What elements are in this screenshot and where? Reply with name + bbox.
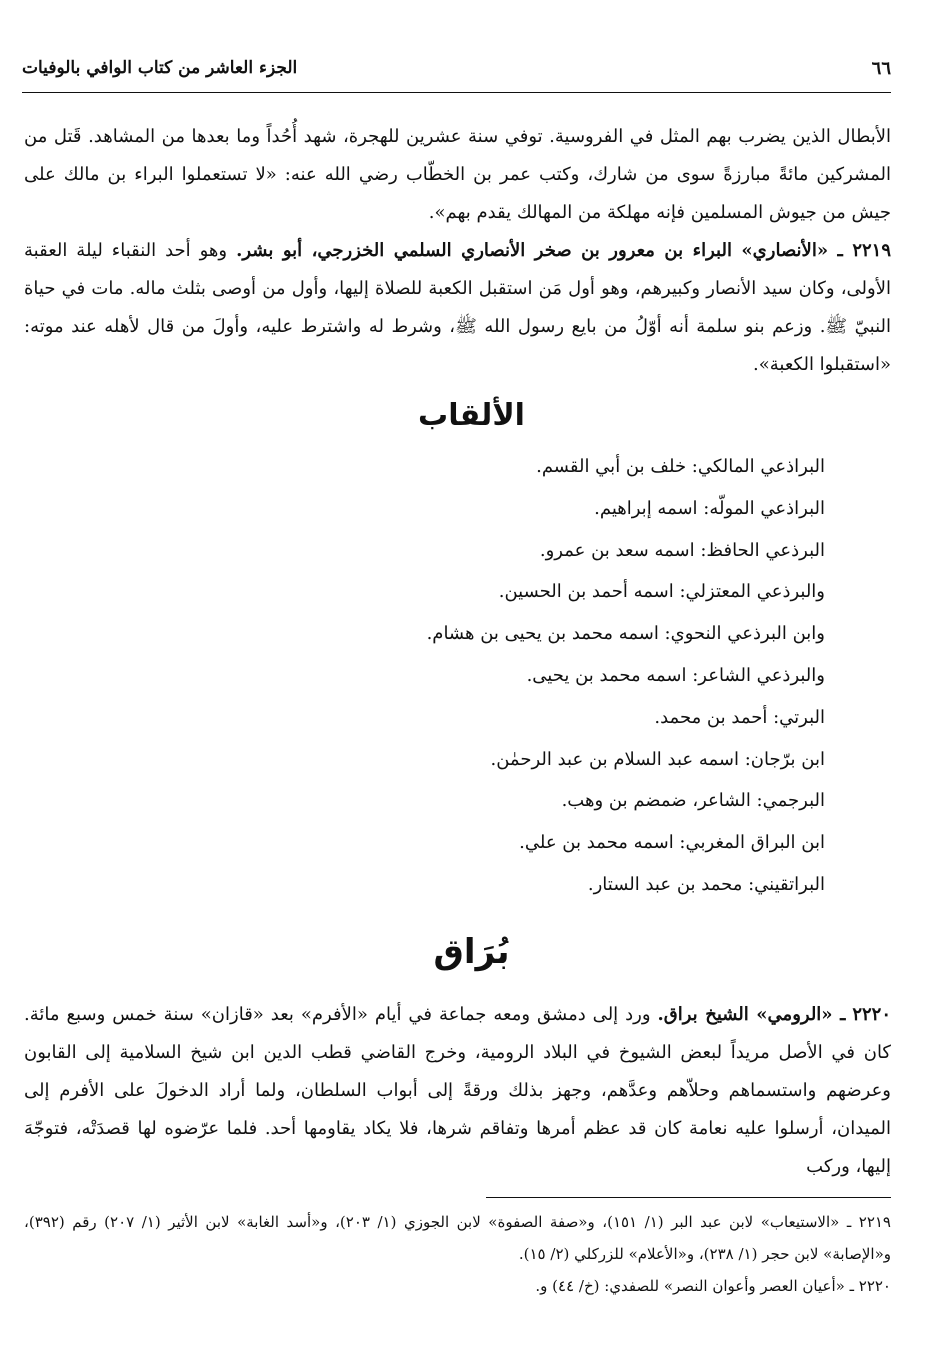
alqab-entry: البرتي: أحمد بن محمد. bbox=[654, 706, 825, 728]
entry-2220: ٢٢٢٠ ـ «الرومي» الشيخ براق. ورد إلى دمشق ومعه جماعة في أيام «الأفرم» بعد «قازان» سنة خمس وسبع مائة. كان في الأصل مريداً لبعض الشيوخ في البلاد الرومية، وخرج القاضي قطب الدين ابن شيخ السلامية إلى القابون وعرضهم واستسماهم وحلاّهم وعدَّهم، وجهز بذلك ورقةً إلى أبواب السلطان، ولما أراد الدخولَ على الأفرم إلى الميدان، أرسلوا عليه نعامة كان قد عظم أمرها وتفاقم شرها، فلا يكاد يقاومها أحد. فلما عرّضوه لها قصدَتْه، فتوجّهَ إليها، وركب bbox=[24, 1004, 891, 1177]
alqab-entry: البراذعي المالكي: خلف بن أبي القسم. bbox=[536, 456, 825, 477]
alqab-entry: ابن برّجان: اسمه عبد السلام بن عبد الرحمٰن. bbox=[490, 748, 825, 770]
running-title: الجزء العاشر من كتاب الوافي بالوفيات bbox=[22, 58, 298, 78]
continuation-text: الأبطال الذين يضرب بهم المثل في الفروسية. توفي سنة عشرين للهجرة، شهد أُحُداً وما بعدها من المشاهد. قَتل من المشركين مائةً مبارزةً سوى من شارك، وكتب عمر بن الخطّاب رضي الله عنه: «لا تستعملوا البراء بن مالك على جيش من جيوش المسلمين فإنه مهلكة من المهالك يقدم بهم». bbox=[24, 126, 891, 223]
alqab-entry: وابن البرذعي النحوي: اسمه محمد بن يحيى بن هشام. bbox=[426, 623, 825, 645]
page-number: ٦٦ bbox=[871, 58, 891, 79]
footnote-2219: ٢٢١٩ ـ «الاستيعاب» لابن عبد البر (١/ ١٥١)، و«صفة الصفوة» لابن الجوزي (١/ ٢٠٣)، و«أسد الغابة» لابن الأثير (١/ ٢٠٧) رقم (٣٩٢)، و«الإصابة» لابن حجر (١/ ٢٣٨)، و«الأعلام» للزركلي (٢/ ١٥). bbox=[24, 1213, 891, 1263]
alqab-entry: والبرذعي المعتزلي: اسمه أحمد بن الحسين. bbox=[498, 581, 825, 603]
entry-2220-number: ٢٢٢٠ bbox=[852, 1004, 891, 1025]
entry-2220-body: ورد إلى دمشق ومعه جماعة في أيام «الأفرم» بعد «قازان» سنة خمس وسبع مائة. كان في الأصل مريداً لبعض الشيوخ في البلاد الرومية، وخرج القاضي قطب الدين ابن شيخ السلامية إلى القابون وعرضهم واستسماهم وحلاّهم وعدَّهم، وجهز بذلك ورقةً إلى أبواب السلطان، ولما أراد الدخولَ على الأفرم إلى الميدان، أرسلوا عليه نعامة كان قد عظم أمرها وتفاقم شرها، فلا يكاد يقاومها أحد. فلما عرّضوه لها قصدَتْه، فتوجّهَ إليها، وركب bbox=[24, 1004, 891, 1177]
entry-2219 bbox=[24, 232, 891, 384]
buraq-section-title: بُرَاق bbox=[433, 932, 510, 972]
entry-2220-heading: «الرومي» الشيخ براق. bbox=[657, 1004, 833, 1025]
alqab-entry: البرجمي: الشاعر، ضمضم بن وهب. bbox=[561, 790, 825, 812]
entry-2219-heading: ٢٢١٩ ـ «الأنصاري» البراء بن معرور بن صخر الأنصاري السلمي الخزرجي، أبو بشر. bbox=[236, 240, 891, 261]
continuation-paragraph bbox=[24, 118, 891, 232]
entry-2219-body: وهو أحد النقباء ليلة العقبة الأولى، وكان سيد الأنصار وكبيرهم، وهو أول مَن استقبل الكعبة للصلاة إليها، وأول من أوصى بثلث ماله. مات في حياة النبيّ ﷺ. وزعم بنو سلمة أنه أوّلُ من بايع رسول الله ﷺ، وشرط له واشترط عليه، وأولَ من قال لأهله عند موته: «استقبلوا الكعبة». bbox=[24, 240, 891, 375]
alqab-entry: ابن البراق المغربي: اسمه محمد بن علي. bbox=[519, 832, 825, 854]
alqab-section-title: الألقاب bbox=[418, 398, 525, 433]
footnote-2220: ٢٢٢٠ ـ «أعيان العصر وأعوان النصر» للصفدي: (خ/ ٤٤) و. bbox=[535, 1277, 891, 1295]
alqab-list bbox=[200, 446, 825, 906]
footnotes bbox=[24, 1206, 891, 1302]
footnote-divider bbox=[486, 1197, 891, 1198]
alqab-entry: البرذعي الحافظ: اسمه سعد بن عمرو. bbox=[539, 539, 825, 561]
running-header bbox=[22, 56, 891, 93]
alqab-entry: والبرذعي الشاعر: اسمه محمد بن يحيى. bbox=[526, 664, 825, 686]
alqab-entry: البراتقيني: محمد بن عبد الستار. bbox=[587, 873, 825, 895]
alqab-entry: البراذعي المولّه: اسمه إبراهيم. bbox=[594, 497, 825, 519]
